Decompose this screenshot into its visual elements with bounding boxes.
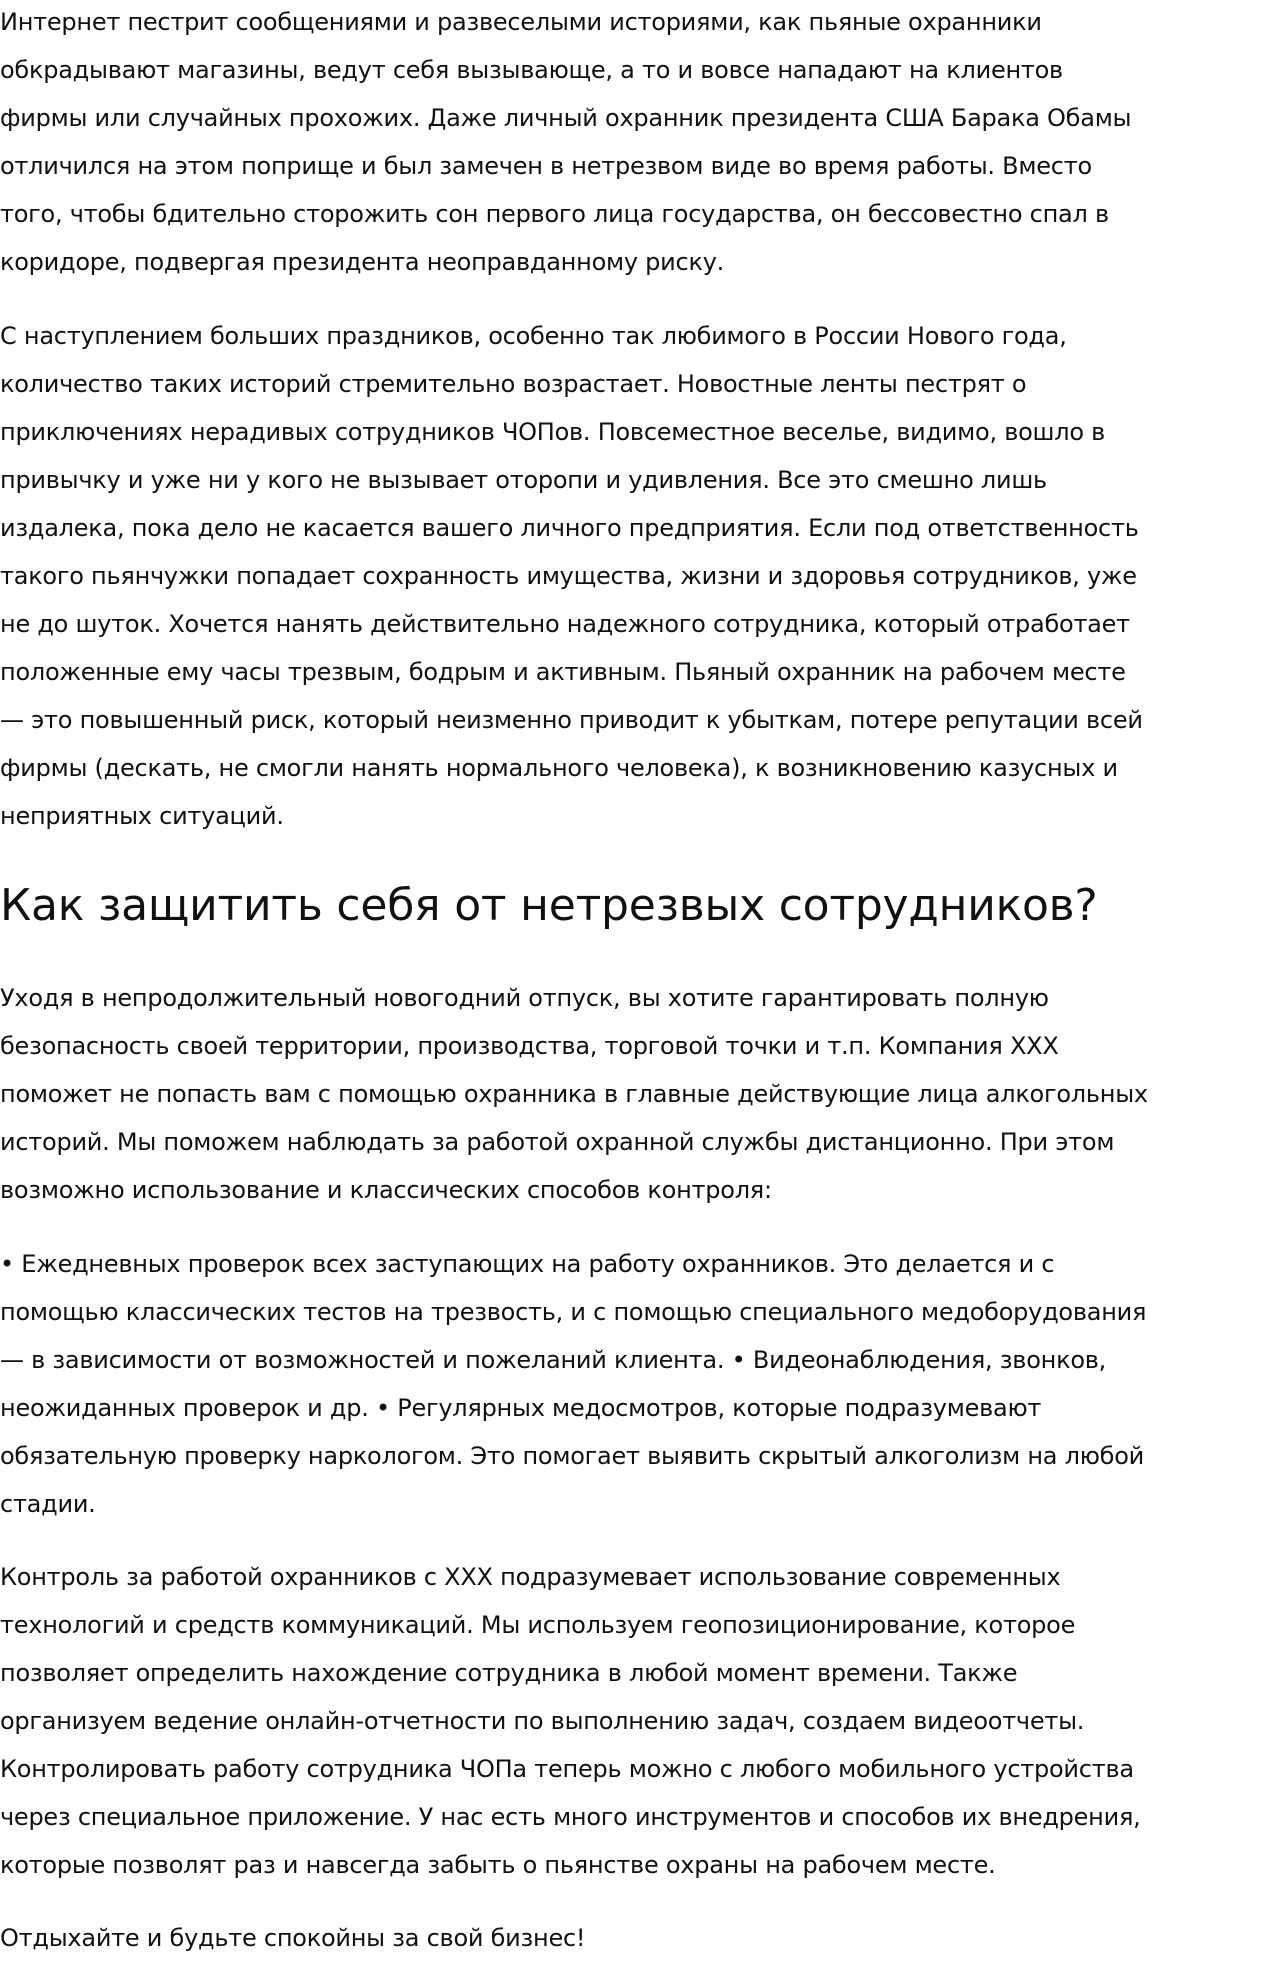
paragraph-line: Контроль за работой охранников с XXX подразумевает использование современных: [0, 1563, 1061, 1591]
paragraph-line: неприятных ситуаций.: [0, 802, 284, 830]
article-paragraph-intro: [0, 0, 1131, 286]
article-paragraph-vacation: [0, 974, 1148, 1214]
paragraph-line: Интернет пестрит сообщениями и развеселыми историями, как пьяные охранники: [0, 8, 1042, 36]
paragraph-line: • Ежедневных проверок всех заступающих на работу охранников. Это делается и с: [0, 1250, 1055, 1278]
paragraph-line: технологий и средств коммуникаций. Мы используем геопозиционирование, которое: [0, 1611, 1076, 1639]
article-paragraph-control-methods: [0, 1240, 1146, 1528]
paragraph-line: издалека, пока дело не касается вашего личного предприятия. Если под ответственность: [0, 514, 1139, 542]
paragraph-line: количество таких историй стремительно возрастает. Новостные ленты пестрят о: [0, 370, 1027, 398]
paragraph-line: приключениях нерадивых сотрудников ЧОПов. Повсеместное веселье, видимо, вошло в: [0, 418, 1106, 446]
paragraph-line: Уходя в непродолжительный новогодний отпуск, вы хотите гарантировать полную: [0, 984, 1049, 1012]
section-heading: Как защитить себя от нетрезвых сотрудников?: [0, 880, 1098, 931]
paragraph-line: которые позволят раз и навсегда забыть о пьянстве охраны на рабочем месте.: [0, 1851, 996, 1879]
paragraph-line: отличился на этом поприще и был замечен в нетрезвом виде во время работы. Вместо: [0, 152, 1092, 180]
paragraph-line: неожиданных проверок и др. • Регулярных медосмотров, которые подразумевают: [0, 1394, 1042, 1422]
paragraph-line: — в зависимости от возможностей и пожеланий клиента. • Видеонаблюдения, звонков,: [0, 1346, 1107, 1374]
paragraph-line: обкрадывают магазины, ведут себя вызывающе, а то и вовсе нападают на клиентов: [0, 56, 1063, 84]
paragraph-line: — это повышенный риск, который неизменно приводит к убыткам, потере репутации всей: [0, 706, 1143, 734]
article-paragraph-holidays: [0, 312, 1143, 840]
paragraph-line: организуем ведение онлайн-отчетности по выполнению задач, создаем видеоотчеты.: [0, 1707, 1085, 1735]
paragraph-line: положенные ему часы трезвым, бодрым и активным. Пьяный охранник на рабочем месте: [0, 658, 1126, 686]
paragraph-line: обязательную проверку наркологом. Это помогает выявить скрытый алкоголизм на любой: [0, 1442, 1144, 1470]
article-paragraph-technology: [0, 1553, 1141, 1889]
paragraph-line: историй. Мы поможем наблюдать за работой охранной службы дистанционно. При этом: [0, 1128, 1115, 1156]
paragraph-line: коридоре, подвергая президента неоправданному риску.: [0, 248, 725, 276]
paragraph-line: помощью классических тестов на трезвость, и с помощью специального медоборудования: [0, 1298, 1147, 1326]
paragraph-line: поможет не попасть вам с помощью охранника в главные действующие лица алкогольных: [0, 1080, 1148, 1108]
paragraph-line: безопасность своей территории, производства, торговой точки и т.п. Компания XXX: [0, 1032, 1059, 1060]
paragraph-line: Контролировать работу сотрудника ЧОПа теперь можно с любого мобильного устройства: [0, 1755, 1134, 1783]
article-paragraph-closing: [0, 1914, 585, 1962]
paragraph-line: такого пьянчужки попадает сохранность имущества, жизни и здоровья сотрудников, уже: [0, 562, 1137, 590]
paragraph-line: того, чтобы бдительно сторожить сон первого лица государства, он бессовестно спал в: [0, 200, 1109, 228]
paragraph-line: стадии.: [0, 1490, 96, 1518]
paragraph-line: фирмы (дескать, не смогли нанять нормального человека), к возникновению казусных и: [0, 754, 1118, 782]
paragraph-line: через специальное приложение. У нас есть много инструментов и способов их внедрения,: [0, 1803, 1141, 1831]
paragraph-line: позволяет определить нахождение сотрудника в любой момент времени. Также: [0, 1659, 1018, 1687]
paragraph-line: возможно использование и классических способов контроля:: [0, 1176, 772, 1204]
paragraph-line: фирмы или случайных прохожих. Даже личный охранник президента США Барака Обамы: [0, 104, 1132, 132]
paragraph-line: не до шуток. Хочется нанять действительно надежного сотрудника, который отработает: [0, 610, 1130, 638]
paragraph-line: С наступлением больших праздников, особенно так любимого в России Нового года,: [0, 322, 1067, 350]
paragraph-line: привычку и уже ни у кого не вызывает оторопи и удивления. Все это смешно лишь: [0, 466, 1047, 494]
paragraph-line: Отдыхайте и будьте спокойны за свой бизнес!: [0, 1924, 586, 1952]
